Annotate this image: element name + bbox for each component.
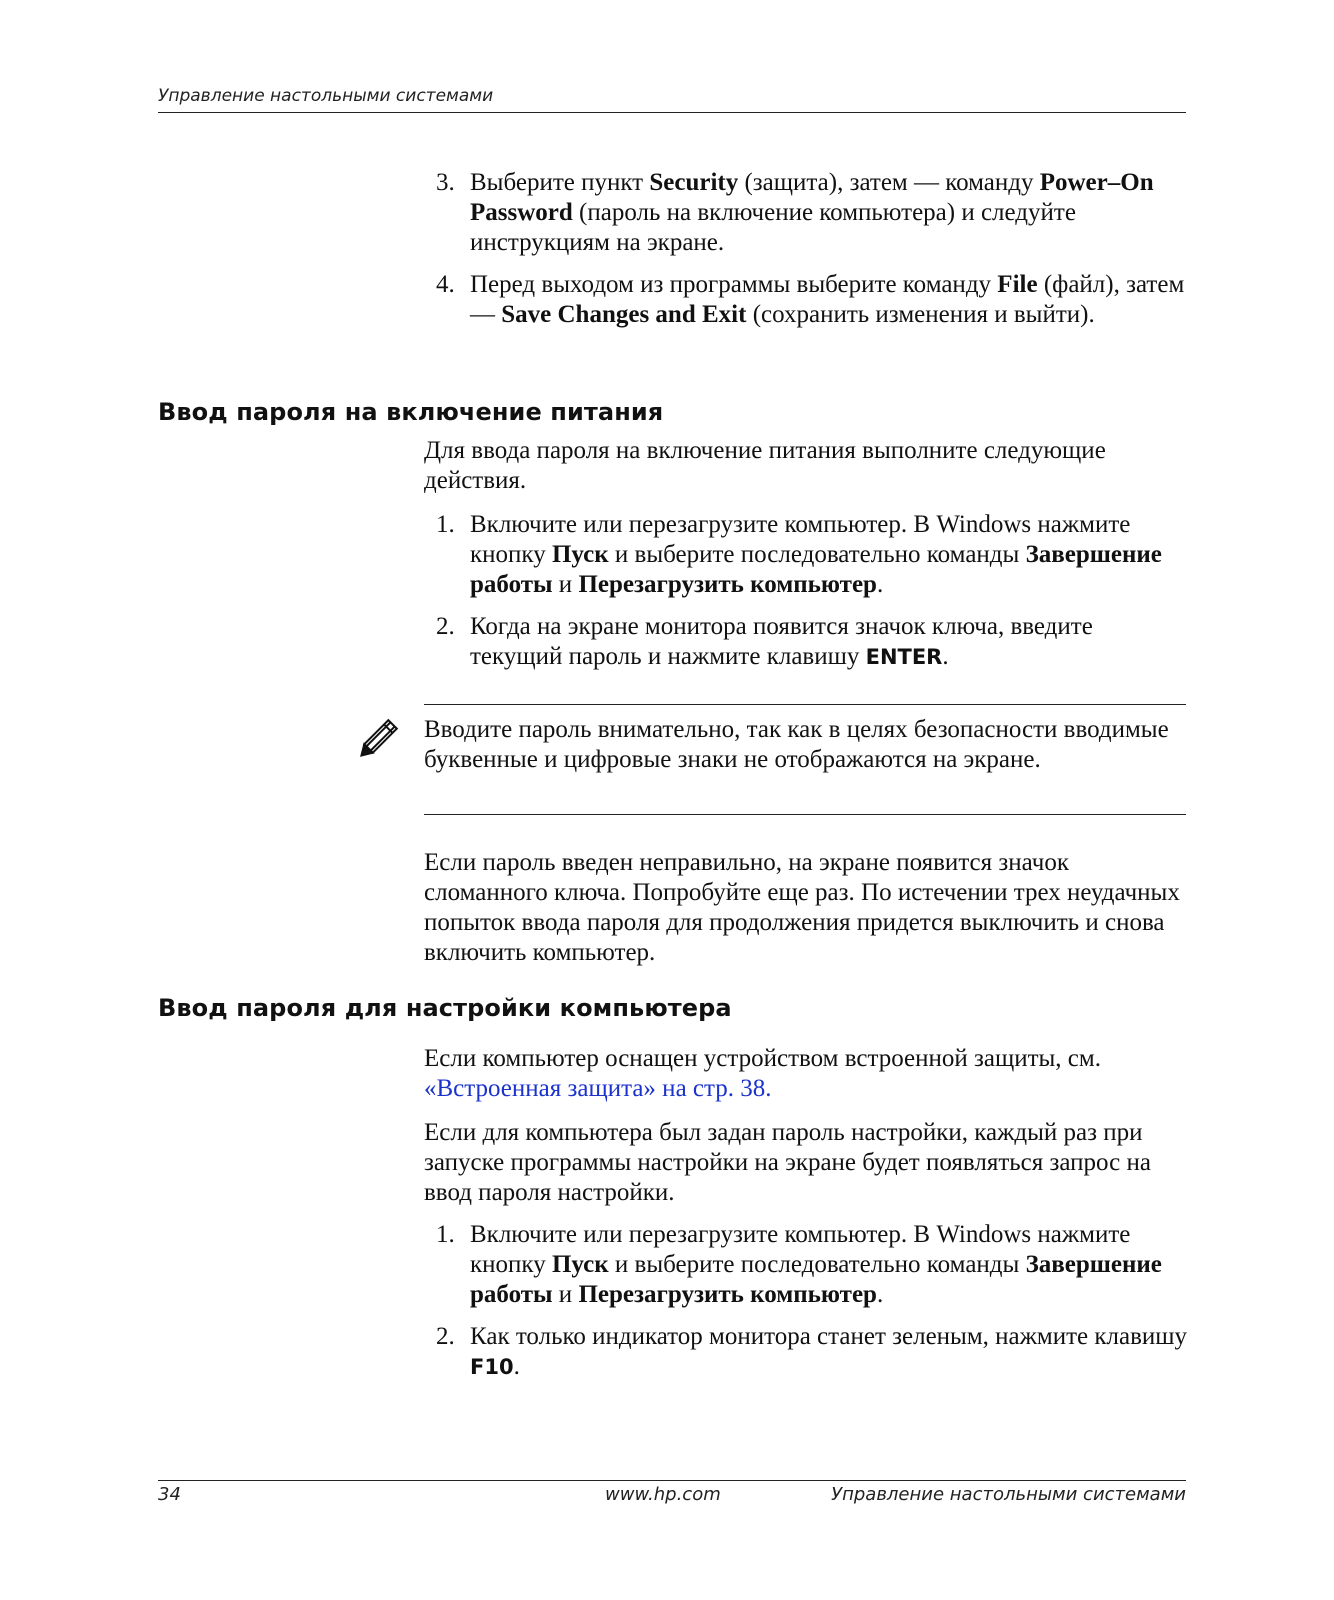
- step-text: .: [942, 643, 949, 670]
- step-text: (файл), затем —: [470, 271, 1185, 328]
- menu-term: Завершение работы: [470, 541, 1162, 598]
- footer-url: www.hp.com: [605, 1484, 721, 1505]
- top-steps-list: [424, 168, 1189, 330]
- step-number: 3.: [436, 169, 455, 196]
- menu-term: Security: [649, 169, 739, 196]
- step-number: 1.: [436, 511, 455, 538]
- step-number: 4.: [436, 271, 455, 298]
- step-text: и: [552, 571, 579, 598]
- menu-term: File: [997, 271, 1038, 298]
- step-text: Когда на экране монитора появится значок ключа, введите текущий пароль и нажмите клавишу: [470, 613, 1093, 670]
- step-text: Включите или перезагрузите компьютер. В Windows нажмите кнопку: [470, 511, 1131, 568]
- list-item: [424, 510, 1189, 600]
- wrong-password-paragraph: Если пароль введен неправильно, на экране появится значок сломанного ключа. Попробуйте еще раз. По истечении трех неудачных попыток ввода пароля для продолжения придется выключить и снова включить компьютер.: [424, 849, 1180, 966]
- list-item: [424, 270, 1189, 330]
- note-bottom-rule: [424, 814, 1186, 815]
- step-text: .: [876, 1281, 884, 1308]
- step-text: .: [876, 571, 884, 598]
- cross-reference-link[interactable]: «Встроенная защита» на стр. 38.: [424, 1075, 772, 1102]
- step-number: 2.: [436, 1323, 455, 1350]
- list-item: [424, 1322, 1189, 1382]
- step-number: 2.: [436, 613, 455, 640]
- step-text: и выберите последовательно команды: [608, 1251, 1026, 1278]
- embedded-security-paragraph: [424, 1044, 1189, 1104]
- step-text: (сохранить изменения и выйти).: [746, 301, 1095, 328]
- step-text: Как только индикатор монитора станет зеленым, нажмите клавишу: [470, 1323, 1188, 1350]
- step-text: и выберите последовательно команды: [608, 541, 1026, 568]
- menu-term: Пуск: [551, 541, 609, 568]
- section-heading: Ввод пароля для настройки компьютера: [158, 994, 732, 1022]
- list-item: [424, 168, 1189, 258]
- menu-term: Завершение работы: [470, 1251, 1162, 1308]
- step-text: Перед выходом из программы выберите команду: [470, 271, 998, 298]
- section-heading: Ввод пароля на включение питания: [158, 398, 664, 426]
- setup-password-paragraph: Если для компьютера был задан пароль настройки, каждый раз при запуске программы настройки на экране будет появляться запрос на ввод пароля настройки.: [424, 1119, 1151, 1206]
- note-text: Вводите пароль внимательно, так как в целях безопасности вводимые буквенные и цифровые знаки не отображаются на экране.: [424, 716, 1169, 773]
- power-on-steps-list: [424, 510, 1189, 672]
- paragraph-text: Если компьютер оснащен устройством встроенной защиты, см.: [424, 1045, 1101, 1072]
- list-item: [424, 1220, 1189, 1310]
- step-text: Включите или перезагрузите компьютер. В Windows нажмите кнопку: [470, 1221, 1131, 1278]
- list-item: [424, 612, 1189, 672]
- footer-rule: [158, 1480, 1186, 1481]
- menu-term: Перезагрузить компьютер: [578, 1281, 877, 1308]
- page-number: 34: [158, 1484, 181, 1505]
- setup-steps-list: [424, 1220, 1189, 1382]
- step-text: (защита), затем — команду: [738, 169, 1040, 196]
- menu-term: Power–On Password: [470, 169, 1154, 226]
- note-top-rule: [424, 704, 1186, 705]
- menu-term: Save Changes and Exit: [501, 301, 747, 328]
- menu-term: Перезагрузить компьютер: [578, 571, 877, 598]
- running-header: Управление настольными системами: [158, 86, 494, 106]
- step-text: и: [552, 1281, 579, 1308]
- step-text: Выберите пункт: [470, 169, 650, 196]
- header-rule: [158, 112, 1186, 113]
- key-label: F10: [470, 1355, 514, 1379]
- step-text: .: [513, 1353, 520, 1380]
- step-text: (пароль на включение компьютера) и следуйте инструкциям на экране.: [470, 199, 1076, 256]
- footer-title: Управление настольными системами: [831, 1484, 1186, 1505]
- note-pencil-icon: [354, 717, 400, 763]
- key-label: ENTER: [865, 645, 943, 669]
- menu-term: Пуск: [551, 1251, 609, 1278]
- step-number: 1.: [436, 1221, 455, 1248]
- section-intro: Для ввода пароля на включение питания выполните следующие действия.: [424, 437, 1106, 494]
